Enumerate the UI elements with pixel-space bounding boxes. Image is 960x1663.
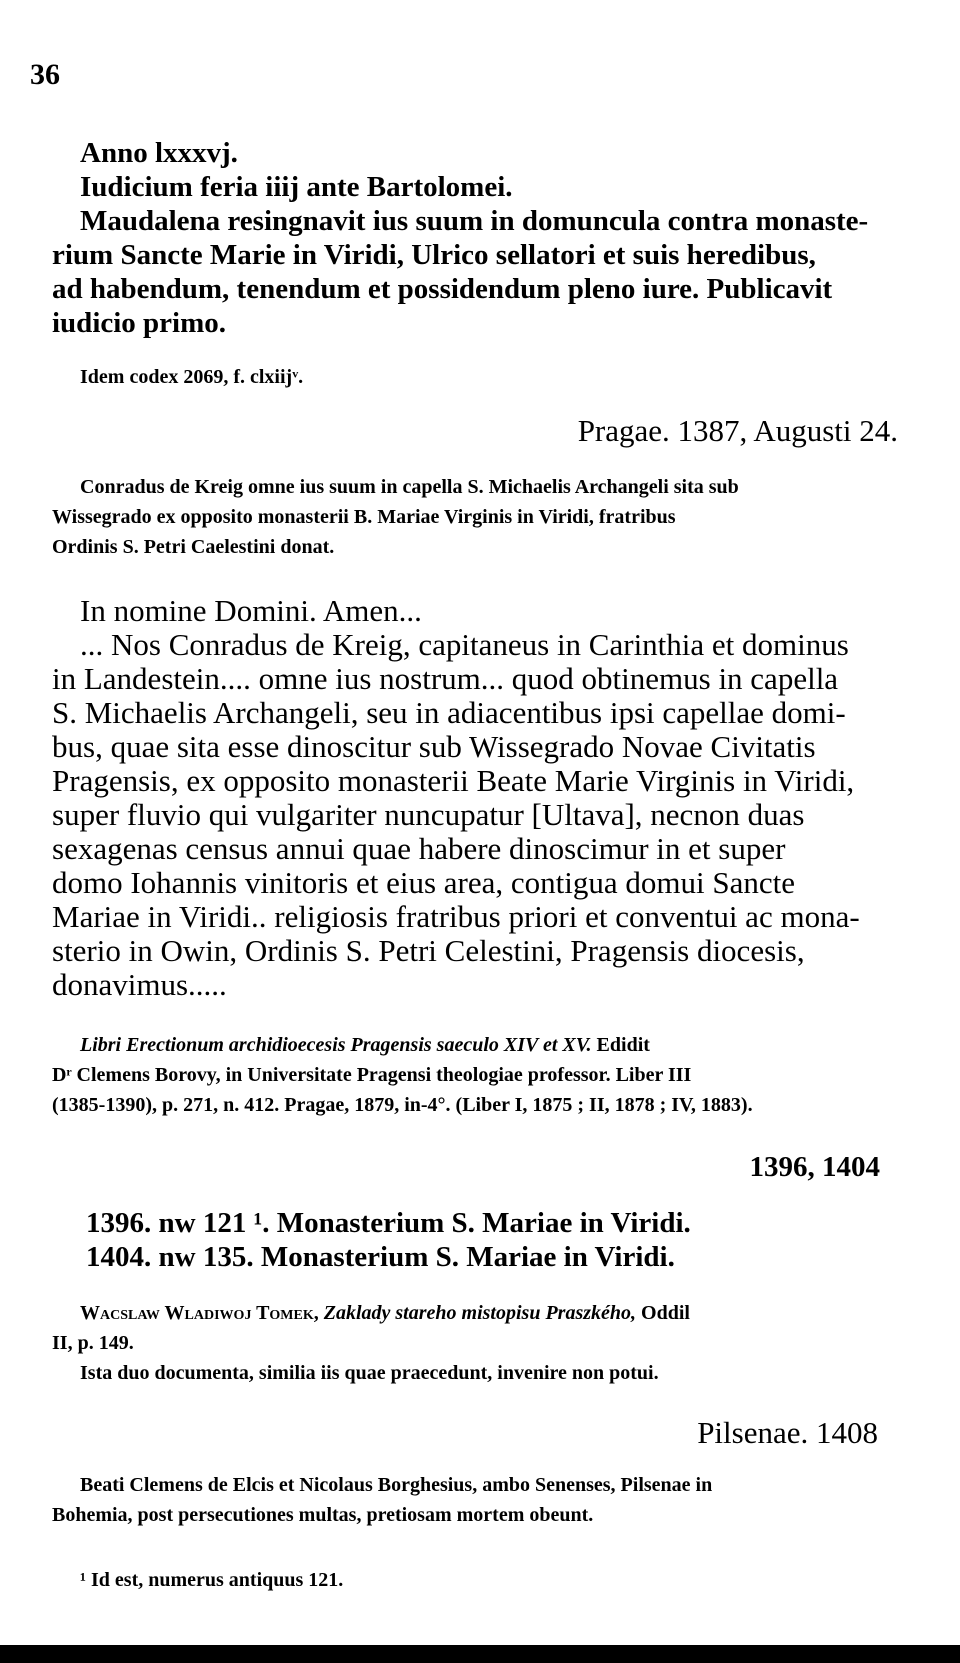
- source-line: [52, 1298, 912, 1328]
- text-line: donavimus.....: [52, 967, 227, 1002]
- source-author: Wacslaw Wladiwoj Tomek,: [80, 1302, 319, 1324]
- page-bottom-edge: [0, 1645, 960, 1663]
- text-line: ... Nos Conradus de Kreig, capitaneus in Carinthia et dominus: [80, 627, 849, 662]
- text-line: ad habendum, tenendum et possidendum pleno iure. Publicavit: [52, 273, 833, 305]
- text-line: Mariae in Viridi.. religiosis fratribus priori et conventui ac mona-: [52, 899, 860, 934]
- text-line: domo Iohannis vinitoris et eius area, contigua domui Sancte: [52, 865, 795, 900]
- source-title: Zaklady stareho mistopisu Praszkého,: [323, 1302, 637, 1324]
- entry1-source: Idem codex 2069, f. clxiijᵛ.: [80, 366, 304, 388]
- source-line: (1385-1390), p. 271, n. 412. Pragae, 1879, in-4°. (Liber I, 1875 ; II, 1878 ; IV, 1883).: [52, 1094, 753, 1116]
- footnote: ¹ Id est, numerus antiquus 121.: [80, 1569, 344, 1591]
- text-line: S. Michaelis Archangeli, seu in adiacentibus ipsi capellae domi-: [52, 695, 846, 730]
- text-line: 1396. nw 121 ¹. Monasterium S. Mariae in Viridi.: [86, 1207, 691, 1239]
- text-line: in Landestein.... omne ius nostrum... quod obtinemus in capella: [52, 661, 839, 696]
- entry4-place-date: Pilsenae. 1408: [697, 1415, 878, 1450]
- source-line: Dʳ Clemens Borovy, in Universitate Pragensi theologiae professor. Liber III: [52, 1064, 692, 1086]
- entry1-heading: [80, 136, 900, 204]
- summary-line: Ordinis S. Petri Caelestini donat.: [52, 536, 335, 558]
- entry2-place-date: Pragae. 1387, Augusti 24.: [577, 413, 898, 448]
- entry3-source: [52, 1298, 912, 1388]
- summary-line: Conradus de Kreig omne ius suum in capella S. Michaelis Archangeli sita sub: [80, 476, 739, 498]
- text-line: 1404. nw 135. Monasterium S. Mariae in Viridi.: [86, 1241, 675, 1273]
- entry2-text: [52, 594, 902, 1002]
- judicium-line: Iudicium feria iiij ante Bartolomei.: [80, 171, 513, 203]
- entry4-summary: [52, 1470, 912, 1530]
- year-heading: Anno lxxxvj.: [80, 137, 238, 169]
- text-line: iudicio primo.: [52, 307, 227, 339]
- entry2-summary: [52, 472, 902, 562]
- text-line: rium Sancte Marie in Viridi, Ulrico sellatori et suis heredibus,: [52, 239, 816, 271]
- text-line: super fluvio qui vulgariter nuncupatur [Ultava], necnon duas: [52, 797, 805, 832]
- text-line: In nomine Domini. Amen...: [80, 593, 422, 628]
- page-number: 36: [30, 58, 60, 91]
- source-line: II, p. 149.: [52, 1332, 134, 1354]
- summary-line: Wissegrado ex opposito monasterii B. Mariae Virginis in Viridi, fratribus: [52, 506, 676, 528]
- source-title: Libri Erectionum archidioecesis Pragensis saeculo XIV et XV.: [80, 1034, 592, 1056]
- text-line: bus, quae sita esse dinoscitur sub Wissegrado Novae Civitatis: [52, 729, 816, 764]
- text-line: sexagenas census annui quae habere dinoscimur in et super: [52, 831, 786, 866]
- entry2-source: [52, 1030, 912, 1120]
- summary-line: Beati Clemens de Elcis et Nicolaus Borghesius, ambo Senenses, Pilsenae in: [80, 1474, 713, 1496]
- entry1-text: [52, 204, 902, 340]
- source-section: Oddil: [636, 1302, 690, 1324]
- summary-line: Bohemia, post persecutiones multas, pretiosam mortem obeunt.: [52, 1504, 594, 1526]
- editor-note: Ista duo documenta, similia iis quae praecedunt, invenire non potui.: [80, 1362, 659, 1384]
- text-line: Pragensis, ex opposito monasterii Beate Marie Virginis in Viridi,: [52, 763, 855, 798]
- entry3-date: 1396, 1404: [749, 1151, 880, 1183]
- entry3-text: [86, 1206, 906, 1274]
- source-editor: Edidit: [591, 1034, 650, 1056]
- text-line: Maudalena resingnavit ius suum in domuncula contra monaste-: [80, 205, 869, 237]
- text-line: sterio in Owin, Ordinis S. Petri Celestini, Pragensis diocesis,: [52, 933, 805, 968]
- source-line: [52, 1030, 912, 1060]
